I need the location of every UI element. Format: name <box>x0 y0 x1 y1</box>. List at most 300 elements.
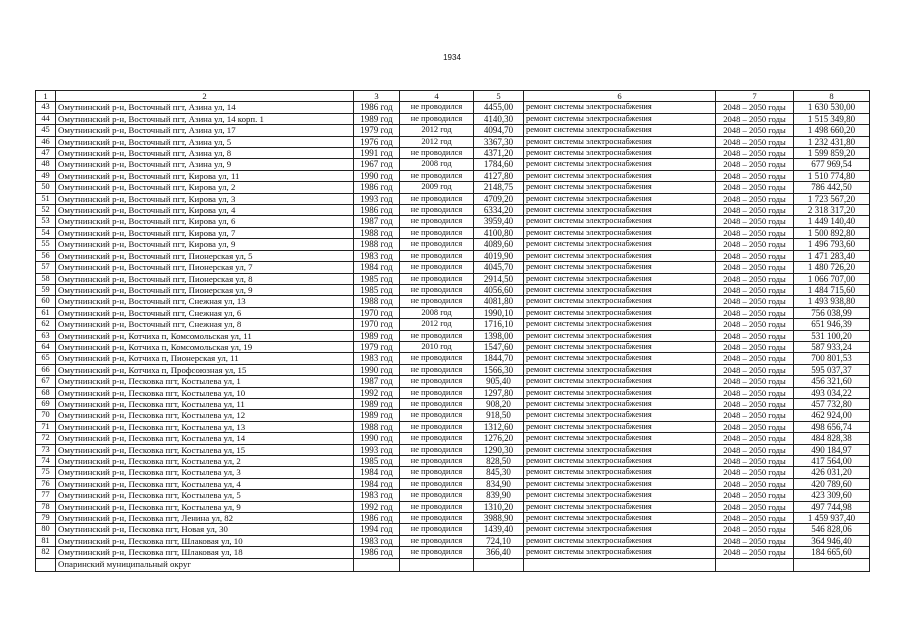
cost-cell: 531 100,20 <box>794 330 870 341</box>
work-type-cell: ремонт системы электроснабжения <box>524 364 716 375</box>
work-type-cell: ремонт системы электроснабжения <box>524 296 716 307</box>
row-number-cell: 77 <box>36 490 56 501</box>
page-number: 1934 <box>443 53 461 62</box>
work-type-cell: ремонт системы электроснабжения <box>524 387 716 398</box>
last-repair-year-cell: не проводился <box>400 433 474 444</box>
work-type-cell: ремонт системы электроснабжения <box>524 478 716 489</box>
area-cell: 1310,20 <box>474 501 524 512</box>
row-number-cell: 47 <box>36 148 56 159</box>
period-cell: 2048 – 2050 годы <box>716 456 794 467</box>
area-cell: 4081,80 <box>474 296 524 307</box>
last-repair-year-cell: не проводился <box>400 193 474 204</box>
year-built-cell: 1988 год <box>354 227 400 238</box>
table-row <box>36 216 870 227</box>
address-cell: Омутнинский р-н, Восточный пгт, Кирова ул, 2 <box>56 182 354 193</box>
year-built-cell: 1970 год <box>354 307 400 318</box>
area-cell: 4371,20 <box>474 148 524 159</box>
row-number-cell: 46 <box>36 136 56 147</box>
last-repair-year-cell: не проводился <box>400 216 474 227</box>
area-cell: 834,90 <box>474 478 524 489</box>
cost-cell: 1 496 793,60 <box>794 239 870 250</box>
address-cell: Омутнинский р-н, Песковка пгт, Шлаковая ул, 18 <box>56 547 354 558</box>
year-built-cell: 1988 год <box>354 239 400 250</box>
last-repair-year-cell: не проводился <box>400 513 474 524</box>
period-cell: 2048 – 2050 годы <box>716 296 794 307</box>
work-type-cell: ремонт системы электроснабжения <box>524 182 716 193</box>
cost-cell: 1 510 774,80 <box>794 170 870 181</box>
year-built-cell: 1983 год <box>354 490 400 501</box>
last-repair-year-cell: 2012 год <box>400 319 474 330</box>
area-cell: 1439,40 <box>474 524 524 535</box>
row-number-cell: 58 <box>36 273 56 284</box>
row-number-cell: 71 <box>36 421 56 432</box>
address-cell: Омутнинский р-н, Котчиха п, Комсомольская ул, 19 <box>56 341 354 352</box>
area-cell: 2914,50 <box>474 273 524 284</box>
table-row <box>36 273 870 284</box>
row-number-cell: 44 <box>36 113 56 124</box>
table-row <box>36 182 870 193</box>
table-row <box>36 262 870 273</box>
area-cell: 1398,00 <box>474 330 524 341</box>
cost-cell: 1 599 859,20 <box>794 148 870 159</box>
year-built-cell: 1988 год <box>354 296 400 307</box>
last-repair-year-cell: не проводился <box>400 478 474 489</box>
area-cell: 1716,10 <box>474 319 524 330</box>
year-built-cell: 1986 год <box>354 205 400 216</box>
cost-cell: 1 449 140,40 <box>794 216 870 227</box>
period-cell: 2048 – 2050 годы <box>716 102 794 113</box>
table-row <box>36 159 870 170</box>
table-row <box>36 535 870 546</box>
address-cell: Омутнинский р-н, Песковка пгт, Костылева ул, 1 <box>56 376 354 387</box>
period-cell: 2048 – 2050 годы <box>716 227 794 238</box>
last-repair-year-cell: не проводился <box>400 444 474 455</box>
year-built-cell: 1986 год <box>354 182 400 193</box>
address-cell: Омутнинский р-н, Восточный пгт, Пионерская ул, 8 <box>56 273 354 284</box>
area-cell: 1297,80 <box>474 387 524 398</box>
address-cell: Омутнинский р-н, Восточный пгт, Азина ул, 9 <box>56 159 354 170</box>
table-row <box>36 205 870 216</box>
year-built-cell: 1984 год <box>354 478 400 489</box>
year-built-cell: 1989 год <box>354 113 400 124</box>
last-repair-year-cell: не проводился <box>400 284 474 295</box>
work-type-cell: ремонт системы электроснабжения <box>524 102 716 113</box>
cost-cell: 1 232 431,80 <box>794 136 870 147</box>
year-built-cell: 1983 год <box>354 250 400 261</box>
work-type-cell: ремонт системы электроснабжения <box>524 262 716 273</box>
address-cell: Омутнинский р-н, Песковка пгт, Костылева ул, 12 <box>56 410 354 421</box>
table-row <box>36 364 870 375</box>
period-cell: 2048 – 2050 годы <box>716 353 794 364</box>
year-built-cell: 1991 год <box>354 148 400 159</box>
empty-cell <box>794 558 870 571</box>
cost-cell: 420 789,60 <box>794 478 870 489</box>
period-cell: 2048 – 2050 годы <box>716 364 794 375</box>
period-cell: 2048 – 2050 годы <box>716 547 794 558</box>
period-cell: 2048 – 2050 годы <box>716 216 794 227</box>
cost-cell: 1 066 707,00 <box>794 273 870 284</box>
work-type-cell: ремонт системы электроснабжения <box>524 273 716 284</box>
last-repair-year-cell: 2008 год <box>400 307 474 318</box>
table-row <box>36 102 870 113</box>
table-row <box>36 284 870 295</box>
work-type-cell: ремонт системы электроснабжения <box>524 501 716 512</box>
table-row <box>36 239 870 250</box>
period-cell: 2048 – 2050 годы <box>716 239 794 250</box>
period-cell: 2048 – 2050 годы <box>716 535 794 546</box>
area-cell: 1547,60 <box>474 341 524 352</box>
area-cell: 6334,20 <box>474 205 524 216</box>
period-cell: 2048 – 2050 годы <box>716 273 794 284</box>
period-cell: 2048 – 2050 годы <box>716 433 794 444</box>
year-built-cell: 1984 год <box>354 467 400 478</box>
last-repair-year-cell: не проводился <box>400 250 474 261</box>
row-number-cell: 67 <box>36 376 56 387</box>
column-header: 5 <box>474 91 524 102</box>
table-row <box>36 125 870 136</box>
cost-cell: 651 946,39 <box>794 319 870 330</box>
cost-cell: 587 933,24 <box>794 341 870 352</box>
row-number-cell: 60 <box>36 296 56 307</box>
table-row <box>36 398 870 409</box>
cost-cell: 1 723 567,20 <box>794 193 870 204</box>
year-built-cell: 1979 год <box>354 341 400 352</box>
cost-cell: 756 038,99 <box>794 307 870 318</box>
table-row <box>36 376 870 387</box>
address-cell: Омутнинский р-н, Восточный пгт, Пионерская ул, 5 <box>56 250 354 261</box>
area-cell: 1566,30 <box>474 364 524 375</box>
cost-cell: 677 969,54 <box>794 159 870 170</box>
work-type-cell: ремонт системы электроснабжения <box>524 284 716 295</box>
address-cell: Омутнинский р-н, Песковка пгт, Костылева ул, 11 <box>56 398 354 409</box>
row-number-cell: 74 <box>36 456 56 467</box>
address-cell: Омутнинский р-н, Восточный пгт, Кирова ул, 4 <box>56 205 354 216</box>
area-cell: 4019,90 <box>474 250 524 261</box>
row-number-cell: 55 <box>36 239 56 250</box>
row-number-cell: 69 <box>36 398 56 409</box>
last-repair-year-cell: не проводился <box>400 490 474 501</box>
address-cell: Омутнинский р-н, Песковка пгт, Костылева ул, 4 <box>56 478 354 489</box>
address-cell: Омутнинский р-н, Восточный пгт, Азина ул, 8 <box>56 148 354 159</box>
work-type-cell: ремонт системы электроснабжения <box>524 136 716 147</box>
row-number-cell: 81 <box>36 535 56 546</box>
address-cell: Омутнинский р-н, Восточный пгт, Кирова ул, 9 <box>56 239 354 250</box>
row-number-cell: 50 <box>36 182 56 193</box>
year-built-cell: 1990 год <box>354 170 400 181</box>
work-type-cell: ремонт системы электроснабжения <box>524 159 716 170</box>
last-repair-year-cell: не проводился <box>400 524 474 535</box>
cost-cell: 426 031,20 <box>794 467 870 478</box>
last-repair-year-cell: не проводился <box>400 387 474 398</box>
period-cell: 2048 – 2050 годы <box>716 444 794 455</box>
period-cell: 2048 – 2050 годы <box>716 307 794 318</box>
area-cell: 4100,80 <box>474 227 524 238</box>
period-cell: 2048 – 2050 годы <box>716 136 794 147</box>
row-number-cell: 80 <box>36 524 56 535</box>
last-repair-year-cell: не проводился <box>400 113 474 124</box>
cost-cell: 498 656,74 <box>794 421 870 432</box>
cost-cell: 1 498 660,20 <box>794 125 870 136</box>
work-type-cell: ремонт системы электроснабжения <box>524 113 716 124</box>
last-repair-year-cell: не проводился <box>400 102 474 113</box>
year-built-cell: 1976 год <box>354 136 400 147</box>
period-cell: 2048 – 2050 годы <box>716 262 794 273</box>
last-repair-year-cell: 2012 год <box>400 125 474 136</box>
year-built-cell: 1993 год <box>354 193 400 204</box>
work-type-cell: ремонт системы электроснабжения <box>524 353 716 364</box>
period-cell: 2048 – 2050 годы <box>716 193 794 204</box>
column-header: 6 <box>524 91 716 102</box>
table-row <box>36 227 870 238</box>
row-number-cell: 62 <box>36 319 56 330</box>
work-type-cell: ремонт системы электроснабжения <box>524 433 716 444</box>
row-number-cell: 72 <box>36 433 56 444</box>
column-header: 3 <box>354 91 400 102</box>
period-cell: 2048 – 2050 годы <box>716 478 794 489</box>
period-cell: 2048 – 2050 годы <box>716 398 794 409</box>
period-cell: 2048 – 2050 годы <box>716 159 794 170</box>
period-cell: 2048 – 2050 годы <box>716 205 794 216</box>
last-repair-year-cell: не проводился <box>400 364 474 375</box>
table-row <box>36 170 870 181</box>
year-built-cell: 1967 год <box>354 159 400 170</box>
row-number-cell: 48 <box>36 159 56 170</box>
work-type-cell: ремонт системы электроснабжения <box>524 307 716 318</box>
area-cell: 2148,75 <box>474 182 524 193</box>
work-type-cell: ремонт системы электроснабжения <box>524 239 716 250</box>
address-cell: Омутнинский р-н, Восточный пгт, Азина ул, 14 <box>56 102 354 113</box>
empty-cell <box>36 558 56 571</box>
address-cell: Омутнинский р-н, Восточный пгт, Пионерская ул, 9 <box>56 284 354 295</box>
year-built-cell: 1989 год <box>354 410 400 421</box>
column-header: 4 <box>400 91 474 102</box>
address-cell: Омутнинский р-н, Песковка пгт, Костылева ул, 5 <box>56 490 354 501</box>
cost-cell: 423 309,60 <box>794 490 870 501</box>
period-cell: 2048 – 2050 годы <box>716 387 794 398</box>
table-row <box>36 319 870 330</box>
address-cell: Омутнинский р-н, Восточный пгт, Кирова ул, 3 <box>56 193 354 204</box>
area-cell: 1290,30 <box>474 444 524 455</box>
empty-cell <box>354 558 400 571</box>
table-row <box>36 113 870 124</box>
cost-cell: 1 515 349,80 <box>794 113 870 124</box>
table-row <box>36 513 870 524</box>
address-cell: Омутнинский р-н, Песковка пгт, Ленина ул, 82 <box>56 513 354 524</box>
period-cell: 2048 – 2050 годы <box>716 524 794 535</box>
year-built-cell: 1987 год <box>354 376 400 387</box>
last-repair-year-cell: не проводился <box>400 148 474 159</box>
period-cell: 2048 – 2050 годы <box>716 467 794 478</box>
row-number-cell: 82 <box>36 547 56 558</box>
empty-cell <box>400 558 474 571</box>
table-row <box>36 307 870 318</box>
address-cell: Омутнинский р-н, Песковка пгт, Костылева ул, 3 <box>56 467 354 478</box>
year-built-cell: 1987 год <box>354 216 400 227</box>
area-cell: 839,90 <box>474 490 524 501</box>
cost-cell: 462 924,00 <box>794 410 870 421</box>
period-cell: 2048 – 2050 годы <box>716 125 794 136</box>
address-cell: Омутнинский р-н, Восточный пгт, Азина ул, 14 корп. 1 <box>56 113 354 124</box>
row-number-cell: 61 <box>36 307 56 318</box>
year-built-cell: 1988 год <box>354 421 400 432</box>
period-cell: 2048 – 2050 годы <box>716 170 794 181</box>
address-cell: Омутнинский р-н, Восточный пгт, Азина ул, 17 <box>56 125 354 136</box>
address-cell: Омутнинский р-н, Песковка пгт, Костылева ул, 10 <box>56 387 354 398</box>
row-number-cell: 68 <box>36 387 56 398</box>
last-repair-year-cell: не проводился <box>400 410 474 421</box>
area-cell: 4127,80 <box>474 170 524 181</box>
cost-cell: 364 946,40 <box>794 535 870 546</box>
column-header: 2 <box>56 91 354 102</box>
work-type-cell: ремонт системы электроснабжения <box>524 421 716 432</box>
area-cell: 3367,30 <box>474 136 524 147</box>
table-row <box>36 410 870 421</box>
row-number-cell: 49 <box>36 170 56 181</box>
year-built-cell: 1986 год <box>354 547 400 558</box>
area-cell: 905,40 <box>474 376 524 387</box>
period-cell: 2048 – 2050 годы <box>716 113 794 124</box>
period-cell: 2048 – 2050 годы <box>716 182 794 193</box>
work-type-cell: ремонт системы электроснабжения <box>524 250 716 261</box>
table-row <box>36 524 870 535</box>
table-row <box>36 501 870 512</box>
table-row <box>36 490 870 501</box>
work-type-cell: ремонт системы электроснабжения <box>524 227 716 238</box>
work-type-cell: ремонт системы электроснабжения <box>524 170 716 181</box>
cost-cell: 417 564,00 <box>794 456 870 467</box>
address-cell: Омутнинский р-н, Котчиха п, Профсоюзная ул, 15 <box>56 364 354 375</box>
area-cell: 1784,60 <box>474 159 524 170</box>
work-type-cell: ремонт системы электроснабжения <box>524 330 716 341</box>
column-header: 8 <box>794 91 870 102</box>
row-number-cell: 45 <box>36 125 56 136</box>
row-number-cell: 43 <box>36 102 56 113</box>
table-row <box>36 387 870 398</box>
last-repair-year-cell: не проводился <box>400 227 474 238</box>
last-repair-year-cell: 2009 год <box>400 182 474 193</box>
year-built-cell: 1992 год <box>354 501 400 512</box>
area-cell: 4455,00 <box>474 102 524 113</box>
work-type-cell: ремонт системы электроснабжения <box>524 319 716 330</box>
area-cell: 4089,60 <box>474 239 524 250</box>
table-row <box>36 421 870 432</box>
row-number-cell: 73 <box>36 444 56 455</box>
address-cell: Омутнинский р-н, Восточный пгт, Снежная ул, 6 <box>56 307 354 318</box>
last-repair-year-cell: не проводился <box>400 170 474 181</box>
row-number-cell: 52 <box>36 205 56 216</box>
cost-cell: 1 500 892,80 <box>794 227 870 238</box>
table-row <box>36 136 870 147</box>
address-cell: Омутнинский р-н, Песковка пгт, Костылева ул, 15 <box>56 444 354 455</box>
work-type-cell: ремонт системы электроснабжения <box>524 125 716 136</box>
period-cell: 2048 – 2050 годы <box>716 319 794 330</box>
last-repair-year-cell: не проводился <box>400 205 474 216</box>
address-cell: Омутнинский р-н, Песковка пгт, Шлаковая ул, 10 <box>56 535 354 546</box>
row-number-cell: 63 <box>36 330 56 341</box>
work-type-cell: ремонт системы электроснабжения <box>524 467 716 478</box>
period-cell: 2048 – 2050 годы <box>716 250 794 261</box>
work-type-cell: ремонт системы электроснабжения <box>524 398 716 409</box>
last-repair-year-cell: 2010 год <box>400 341 474 352</box>
table-row <box>36 250 870 261</box>
cost-cell: 490 184,97 <box>794 444 870 455</box>
table-row <box>36 353 870 364</box>
last-repair-year-cell: не проводился <box>400 501 474 512</box>
work-type-cell: ремонт системы электроснабжения <box>524 524 716 535</box>
row-number-cell: 64 <box>36 341 56 352</box>
period-cell: 2048 – 2050 годы <box>716 421 794 432</box>
table-row <box>36 433 870 444</box>
area-cell: 3959,40 <box>474 216 524 227</box>
work-type-cell: ремонт системы электроснабжения <box>524 376 716 387</box>
table-header-row <box>36 91 870 102</box>
year-built-cell: 1990 год <box>354 364 400 375</box>
address-cell: Омутнинский р-н, Песковка пгт, Костылева ул, 14 <box>56 433 354 444</box>
last-repair-year-cell: не проводился <box>400 330 474 341</box>
table-row <box>36 547 870 558</box>
cost-cell: 700 801,53 <box>794 353 870 364</box>
period-cell: 2048 – 2050 годы <box>716 341 794 352</box>
year-built-cell: 1985 год <box>354 273 400 284</box>
address-cell: Омутнинский р-н, Восточный пгт, Кирова ул, 6 <box>56 216 354 227</box>
last-repair-year-cell: не проводился <box>400 421 474 432</box>
area-cell: 1312,60 <box>474 421 524 432</box>
table-row <box>36 478 870 489</box>
year-built-cell: 1979 год <box>354 125 400 136</box>
work-type-cell: ремонт системы электроснабжения <box>524 341 716 352</box>
area-cell: 4140,30 <box>474 113 524 124</box>
last-repair-year-cell: не проводился <box>400 353 474 364</box>
year-built-cell: 1989 год <box>354 330 400 341</box>
cost-cell: 1 480 726,20 <box>794 262 870 273</box>
year-built-cell: 1986 год <box>354 513 400 524</box>
empty-cell <box>524 558 716 571</box>
cost-cell: 786 442,50 <box>794 182 870 193</box>
year-built-cell: 1990 год <box>354 433 400 444</box>
year-built-cell: 1994 год <box>354 524 400 535</box>
table-row <box>36 148 870 159</box>
period-cell: 2048 – 2050 годы <box>716 490 794 501</box>
cost-cell: 484 828,38 <box>794 433 870 444</box>
address-cell: Омутнинский р-н, Песковка пгт, Новая ул, 30 <box>56 524 354 535</box>
cost-cell: 456 321,60 <box>794 376 870 387</box>
address-cell: Омутнинский р-н, Котчиха п, Комсомольская ул, 11 <box>56 330 354 341</box>
table-row <box>36 456 870 467</box>
area-cell: 3988,90 <box>474 513 524 524</box>
work-type-cell: ремонт системы электроснабжения <box>524 216 716 227</box>
address-cell: Омутнинский р-н, Восточный пгт, Кирова ул, 7 <box>56 227 354 238</box>
year-built-cell: 1986 год <box>354 102 400 113</box>
address-cell: Омутнинский р-н, Песковка пгт, Костылева ул, 9 <box>56 501 354 512</box>
column-header: 7 <box>716 91 794 102</box>
section-label: Опаринский муниципальный округ <box>56 558 354 571</box>
last-repair-year-cell: не проводился <box>400 376 474 387</box>
cost-cell: 595 037,37 <box>794 364 870 375</box>
work-type-cell: ремонт системы электроснабжения <box>524 410 716 421</box>
address-cell: Омутнинский р-н, Восточный пгт, Пионерская ул, 7 <box>56 262 354 273</box>
year-built-cell: 1970 год <box>354 319 400 330</box>
area-cell: 1990,10 <box>474 307 524 318</box>
address-cell: Омутнинский р-н, Котчиха п, Пионерская ул, 11 <box>56 353 354 364</box>
area-cell: 4056,60 <box>474 284 524 295</box>
period-cell: 2048 – 2050 годы <box>716 330 794 341</box>
empty-cell <box>716 558 794 571</box>
cost-cell: 1 459 937,40 <box>794 513 870 524</box>
empty-cell <box>474 558 524 571</box>
cost-cell: 184 665,60 <box>794 547 870 558</box>
last-repair-year-cell: не проводился <box>400 239 474 250</box>
period-cell: 2048 – 2050 годы <box>716 410 794 421</box>
